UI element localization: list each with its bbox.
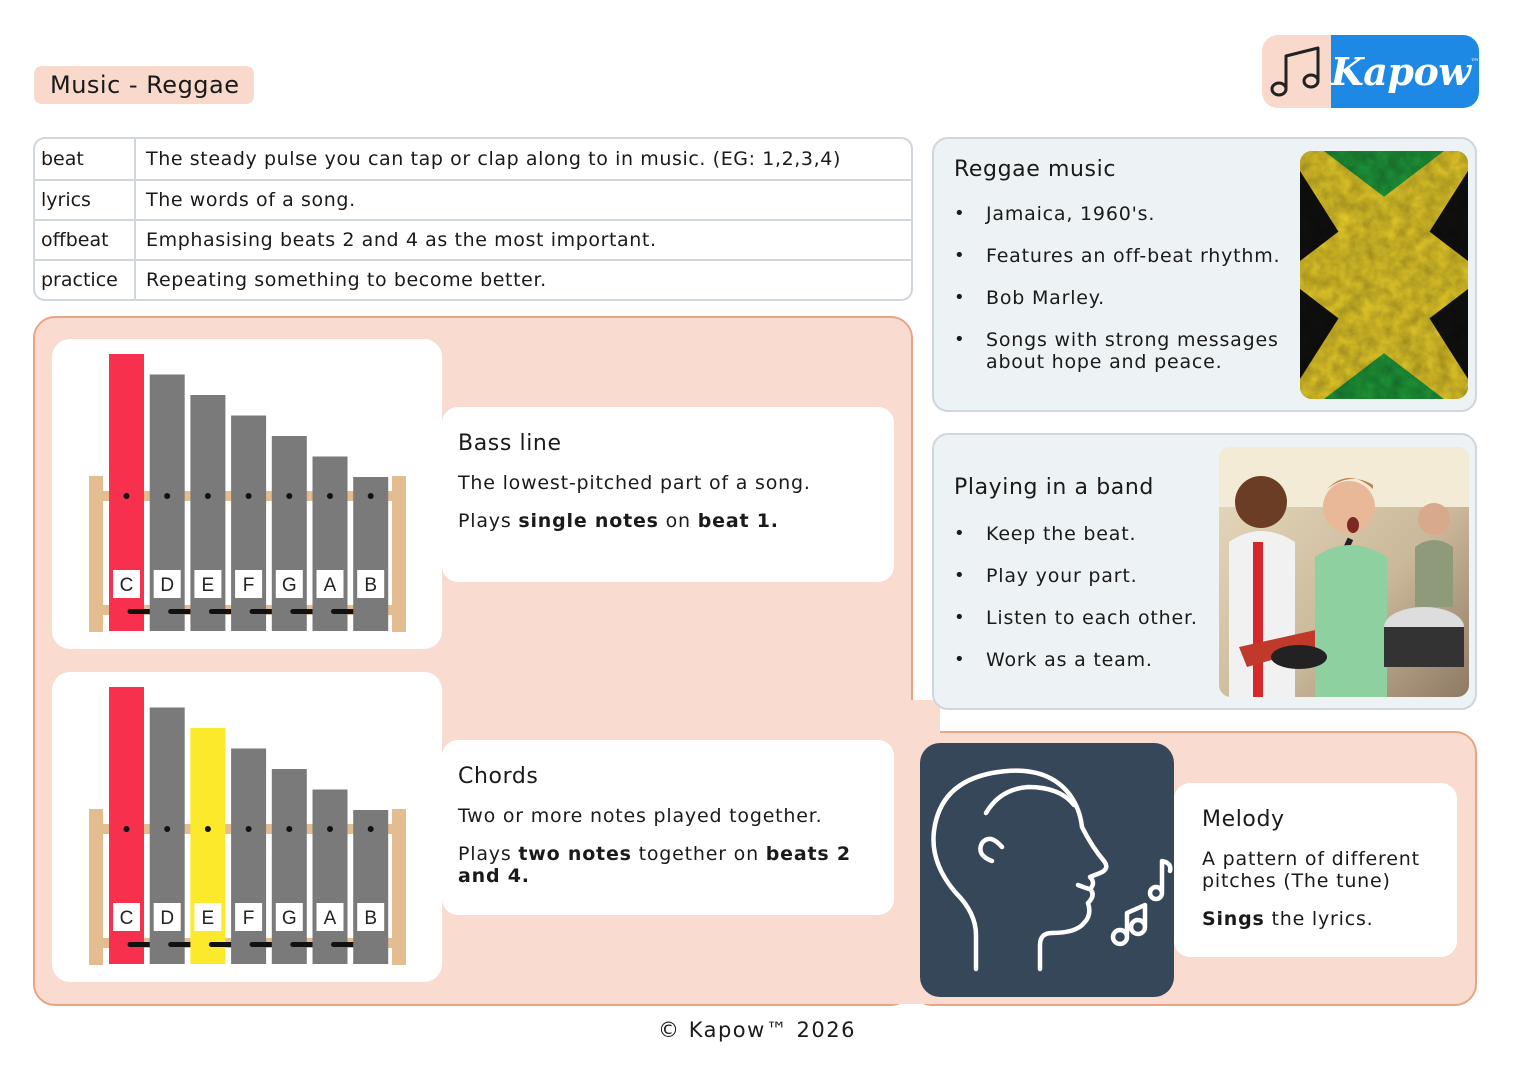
vocab-row [35,179,911,219]
xylophone-peg [368,826,374,832]
vocab-term: practice [35,261,136,299]
vocabulary-table [33,137,913,301]
note-label-F: F [242,908,255,929]
chords-plays-middle: together on [631,843,766,865]
melody-heading: Melody [1202,807,1285,832]
bass-line-beat: beat 1. [697,510,779,532]
vocab-term: offbeat [35,221,136,259]
bass-line-xylophone [52,339,442,649]
chords-description: Two or more notes played together. [458,805,823,827]
xylophone-dash [290,942,315,947]
band-heading: Playing in a band [954,475,1154,500]
bass-line-heading: Bass line [458,431,562,456]
bass-line-single-notes: single notes [518,510,659,532]
xylophone-dash [168,942,193,947]
vocab-row [35,139,911,179]
xylophone-dash [168,609,193,614]
chords-card [442,740,894,915]
xylophone-peg [164,493,170,499]
band-list [954,523,1224,671]
xylophone-dash [250,942,275,947]
vocab-definition: The steady pulse you can tap or clap along to in music. (EG: 1,2,3,4) [146,148,841,170]
xylophone-peg [205,493,211,499]
xylophone-bar-G [272,769,307,964]
xylophone-dash [209,942,234,947]
note-label-D: D [160,908,175,929]
list-item: • Features an off-beat rhythm. [954,245,1284,267]
singing-head-icon [920,743,1174,997]
chords-xylophone [52,672,442,982]
xylophone-dash [331,942,356,947]
list-item: • Work as a team. [954,649,1224,671]
note-label-G: G [281,908,297,929]
bass-line-plays-prefix: Plays [458,510,519,532]
note-label-D: D [160,575,175,596]
playing-in-a-band-card [932,433,1477,710]
note-label-B: B [364,575,378,596]
reggae-music-heading: Reggae music [954,157,1117,182]
list-item: • Play your part. [954,565,1224,587]
xylophone-peg [286,493,292,499]
vocab-row [35,259,911,299]
reggae-music-list [954,203,1284,373]
note-label-F: F [242,575,255,596]
vocab-definition: The words of a song. [146,189,356,211]
xylophone-dash [128,609,153,614]
children-band-photo [1219,447,1469,697]
vocab-term: beat [35,139,136,179]
xylophone-peg [327,493,333,499]
vocab-definition: Repeating something to become better. [146,269,547,291]
xylophone-peg [124,826,130,832]
melody-description: A pattern of different pitches (The tune) [1202,848,1420,892]
vocab-definition: Emphasising beats 2 and 4 as the most important. [146,229,657,251]
xylophone-peg [164,826,170,832]
trademark-mark: ™ [1470,57,1479,68]
kapow-wordmark [1331,35,1479,108]
list-item: • Songs with strong messages about hope and peace. [954,329,1284,373]
xylophone-bar-A [313,790,348,965]
kapow-logo [1262,35,1479,108]
xylophone-bar-B [353,477,388,631]
note-label-A: A [323,575,337,596]
bass-line-plays [458,510,878,532]
note-label-C: C [119,575,134,596]
xylophone-dash [250,609,275,614]
xylophone-dash [209,609,234,614]
page-title-text: Music - Reggae [50,71,240,99]
xylophone-bar-G [272,436,307,631]
reggae-music-card [932,137,1477,412]
list-item: • Keep the beat. [954,523,1224,545]
xylophone-peg [368,493,374,499]
xylophone-bar-F [231,416,266,632]
note-label-A: A [323,908,337,929]
jamaica-flag-image [1300,151,1468,399]
chords-heading: Chords [458,764,539,789]
xylophone-bar-F [231,749,266,965]
melody-sings [1202,908,1441,930]
vocab-row [35,219,911,259]
xylophone-peg [246,493,252,499]
vocab-term: lyrics [35,181,136,219]
kapow-brand-text: Kapow [1330,49,1471,94]
list-item: • Bob Marley. [954,287,1284,309]
xylophone-peg [205,826,211,832]
bass-line-xylophone-card [52,339,442,649]
chords-xylophone-card [52,672,442,982]
chords-plays-prefix: Plays [458,843,519,865]
note-label-B: B [364,908,378,929]
chords-plays [458,843,878,887]
bass-line-plays-middle: on [658,510,698,532]
xylophone-bar-B [353,810,388,964]
music-note-icon [1262,35,1331,108]
xylophone-dash [128,942,153,947]
xylophone-peg [246,826,252,832]
bass-line-description: The lowest-pitched part of a song. [458,472,811,494]
note-label-E: E [201,575,215,596]
melody-icon-card [920,743,1174,997]
note-label-E: E [201,908,215,929]
xylophone-bar-A [313,457,348,632]
xylophone-peg [286,826,292,832]
xylophone-peg [327,826,333,832]
chords-beats: beats 2 and 4. [458,843,851,887]
copyright-footer: © Kapow™ 2026 [658,1018,856,1042]
melody-sings-bold: Sings [1202,908,1265,930]
xylophone-peg [124,493,130,499]
list-item: • Listen to each other. [954,607,1224,629]
note-label-C: C [119,908,134,929]
xylophone-dash [290,609,315,614]
melody-sings-rest: the lyrics. [1264,908,1374,930]
chords-two-notes: two notes [518,843,632,865]
list-item: • Jamaica, 1960's. [954,203,1284,225]
note-label-G: G [281,575,297,596]
xylophone-dash [331,609,356,614]
melody-card [1174,783,1457,957]
bass-line-card [442,407,894,582]
page-title [34,66,254,104]
